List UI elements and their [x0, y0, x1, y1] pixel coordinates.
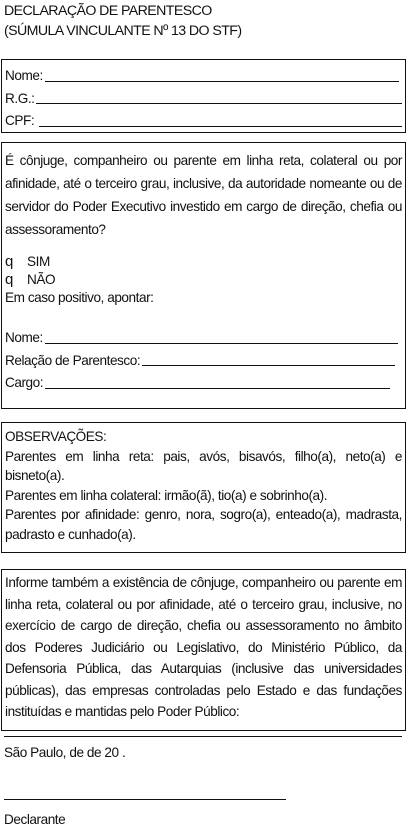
rg-label: R.G.: — [5, 90, 35, 106]
no-label: NÃO — [27, 272, 56, 287]
kinship-question-box — [1, 142, 406, 409]
signature-line[interactable] — [4, 799, 286, 800]
observation-affinity: Parentes por afinidade: genro, nora, sogro(a), enteado(a), madrasta, padrasto e cunhado(a). — [5, 507, 402, 542]
place-date: São Paulo, de de 20 . — [4, 745, 126, 760]
cpf-line[interactable] — [39, 126, 402, 127]
signer-label: Declarante — [4, 812, 66, 827]
relative-name-field[interactable] — [5, 325, 402, 348]
relation-label: Relação de Parentesco: — [5, 352, 141, 368]
yes-label: SIM — [27, 254, 50, 269]
cpf-label: CPF: — [5, 113, 35, 128]
kinship-question-text: É cônjuge, companheiro ou parente em linha reta, colateral ou por afinidade, até o terceiro grau, inclusive, da autoridade nomeante ou de servidor do Poder Executivo investido em cargo de direção, chefia ou assessoramento? — [5, 153, 402, 237]
observation-collateral: Parentes em linha colateral: irmão(ã), tio(a) e sobrinho(a). — [5, 487, 328, 503]
position-field[interactable] — [5, 370, 402, 393]
name-field[interactable] — [5, 63, 402, 86]
personal-data-box — [1, 59, 406, 133]
rg-line[interactable] — [36, 103, 402, 104]
relation-line[interactable] — [142, 365, 395, 366]
document-header — [4, 1, 408, 41]
observations-title: OBSERVAÇÕES: — [5, 429, 107, 444]
cpf-field[interactable] — [5, 108, 402, 131]
positive-prompt: Em caso positivo, apontar: — [5, 290, 154, 305]
inform-box — [1, 569, 406, 731]
document-title: DECLARAÇÃO DE PARENTESCO — [4, 3, 212, 19]
option-yes[interactable] — [5, 252, 402, 270]
option-no[interactable] — [5, 270, 402, 288]
observation-direct: Parentes em linha reta: pais, avós, bisavós, filho(a), neto(a) e bisneto(a). — [5, 448, 402, 483]
observations-box — [1, 422, 406, 553]
document-subtitle: (SÚMULA VINCULANTE Nº 13 DO STF) — [4, 23, 242, 39]
rg-field[interactable] — [5, 86, 402, 109]
inform-text: Informe também a existência de cônjuge, companheiro ou parente em linha reta, colateral ou por afinidade, até o terceiro grau, inclusive, no exercício de cargo de direção, chefia ou assessoramento no âmbito dos Poderes Judiciário ou Legislativo, do Ministério Público, da Defensoria Pública, das Autarquias (inclusive das universidades públicas), das empresas controladas pelo Estado e das fundações instituídas e mantidas pelo Poder Público: — [5, 575, 402, 719]
name-label: Nome: — [5, 68, 43, 83]
relation-field[interactable] — [5, 348, 402, 371]
no-checkbox[interactable]: q — [5, 271, 13, 288]
position-label: Cargo: — [5, 375, 44, 390]
yes-checkbox[interactable]: q — [5, 253, 13, 270]
relative-name-line[interactable] — [45, 343, 398, 344]
name-line[interactable] — [45, 81, 399, 82]
relative-name-label: Nome: — [5, 330, 43, 345]
answer-line[interactable] — [4, 731, 408, 743]
position-line[interactable] — [45, 388, 390, 389]
